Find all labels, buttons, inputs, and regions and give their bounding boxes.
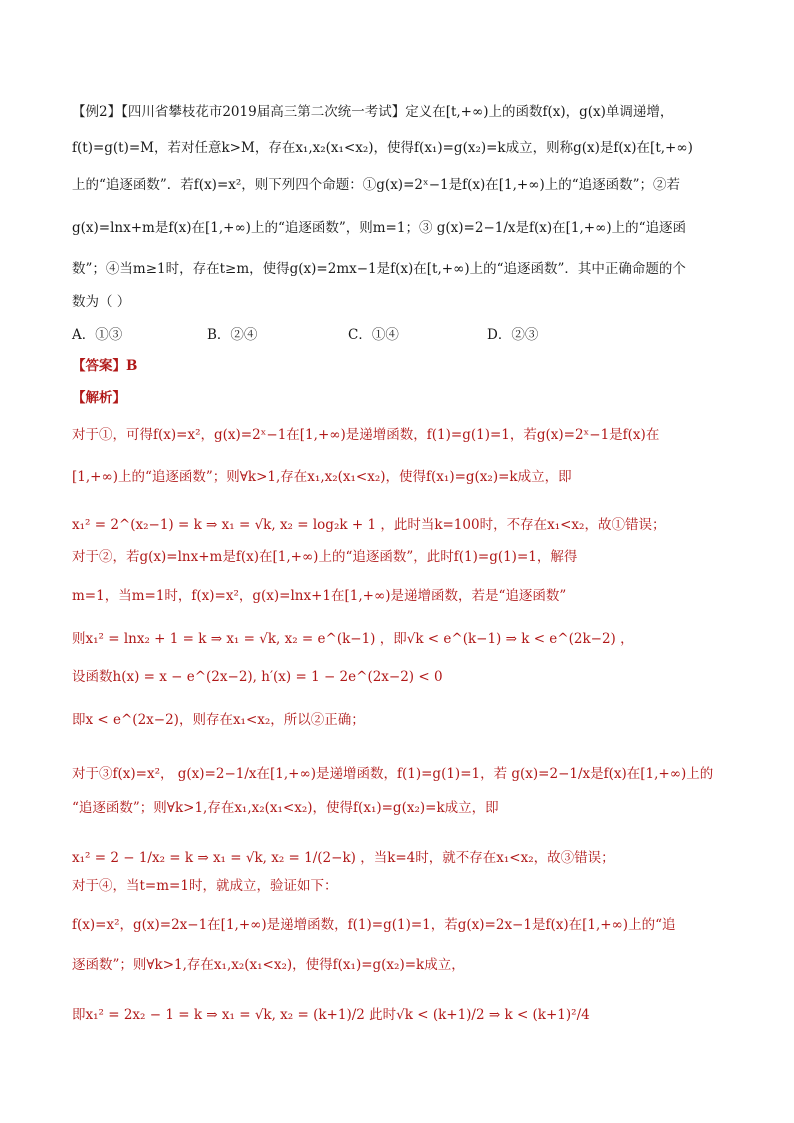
problem-line-2: f(t)=g(t)=M，若对任意k>M，存在x₁,x₂(x₁<x₂)，使得f(x₁)=g(x₂)=k成立，则称g(x)是f(x)在[t,+∞) — [72, 140, 693, 156]
solution-line-13: f(x)=x²，g(x)=2x−1在[1,+∞)是递增函数，f(1)=g(1)=1，若g(x)=2x−1是f(x)在[1,+∞)上的“追 — [72, 917, 676, 933]
choice-b: B．②④ — [207, 327, 258, 343]
answer-label: 【答案】B — [72, 358, 138, 374]
solution-line-8: 即x < e^(2x−2)，则存在x₁<x₂，所以②正确； — [72, 712, 365, 728]
analysis-heading: 【解析】 — [72, 390, 126, 406]
problem-line-6: 数为（ ） — [72, 294, 131, 310]
solution-line-7: 设函数h(x) = x − e^(2x−2), h′(x) = 1 − 2e^(2x−2) < 0 — [72, 669, 443, 685]
solution-line-2: [1,+∞)上的“追逐函数”；则∀k>1,存在x₁,x₂(x₁<x₂)，使得f(x₁)=g(x₂)=k成立，即 — [72, 469, 572, 485]
choice-a: A．①③ — [72, 327, 123, 343]
solution-line-14: 逐函数”；则∀k>1,存在x₁,x₂(x₁<x₂)，使得f(x₁)=g(x₂)=k成立， — [72, 957, 465, 973]
solution-line-12: 对于④，当t=m=1时，就成立，验证如下： — [72, 878, 338, 894]
solution-line-15: 即x₁² = 2x₂ − 1 = k ⇒ x₁ = √k, x₂ = (k+1)/2 此时√k < (k+1)/2 ⇒ k < (k+1)²/4 — [72, 1007, 590, 1023]
problem-line-3: 上的“追逐函数”．若f(x)=x²，则下列四个命题：①g(x)=2ˣ−1是f(x)在[1,+∞)上的“追逐函数”；②若 — [72, 177, 681, 193]
solution-line-1: 对于①，可得f(x)=x²，g(x)=2ˣ−1在[1,+∞)是递增函数，f(1)=g(1)=1，若g(x)=2ˣ−1是f(x)在 — [72, 427, 660, 443]
problem-line-1: 【例2】【四川省攀枝花市2019届高三第二次统一考试】定义在[t,+∞)上的函数f(x)，g(x)单调递增， — [72, 104, 674, 120]
solution-line-9: 对于③f(x)=x²， g(x)=2−1/x在[1,+∞)是递增函数，f(1)=g(1)=1，若 g(x)=2−1/x是f(x)在[1,+∞)上的 — [72, 766, 714, 782]
solution-line-11: x₁² = 2 − 1/x₂ = k ⇒ x₁ = √k, x₂ = 1/(2−k) ，当k=4时，就不存在x₁<x₂，故③错误； — [72, 850, 615, 866]
solution-line-10: “追逐函数”；则∀k>1,存在x₁,x₂(x₁<x₂)，使得f(x₁)=g(x₂)=k成立，即 — [72, 800, 499, 816]
choice-d: D．②③ — [487, 327, 539, 343]
solution-line-6: 则x₁² = lnx₂ + 1 = k ⇒ x₁ = √k, x₂ = e^(k−1) ，即√k < e^(k−1) ⇒ k < e^(2k−2) ， — [72, 631, 634, 647]
solution-line-4: 对于②，若g(x)=lnx+m是f(x)在[1,+∞)上的“追逐函数”，此时f(1)=g(1)=1，解得 — [72, 549, 578, 565]
problem-line-4: g(x)=lnx+m是f(x)在[1,+∞)上的“追逐函数”，则m=1；③ g(x)=2−1/x是f(x)在[1,+∞)上的“追逐函 — [72, 220, 687, 236]
problem-line-5: 数”；④当m≥1时，存在t≥m，使得g(x)=2mx−1是f(x)在[t,+∞)上的“追逐函数”．其中正确命题的个 — [72, 261, 686, 277]
choice-c: C．①④ — [348, 327, 399, 343]
solution-line-5: m=1，当m=1时，f(x)=x²，g(x)=lnx+1在[1,+∞)是递增函数，若是“追逐函数” — [72, 588, 567, 604]
solution-line-3: x₁² = 2^(x₂−1) = k ⇒ x₁ = √k, x₂ = log₂k + 1 ，此时当k=100时，不存在x₁<x₂，故①错误； — [72, 517, 666, 533]
